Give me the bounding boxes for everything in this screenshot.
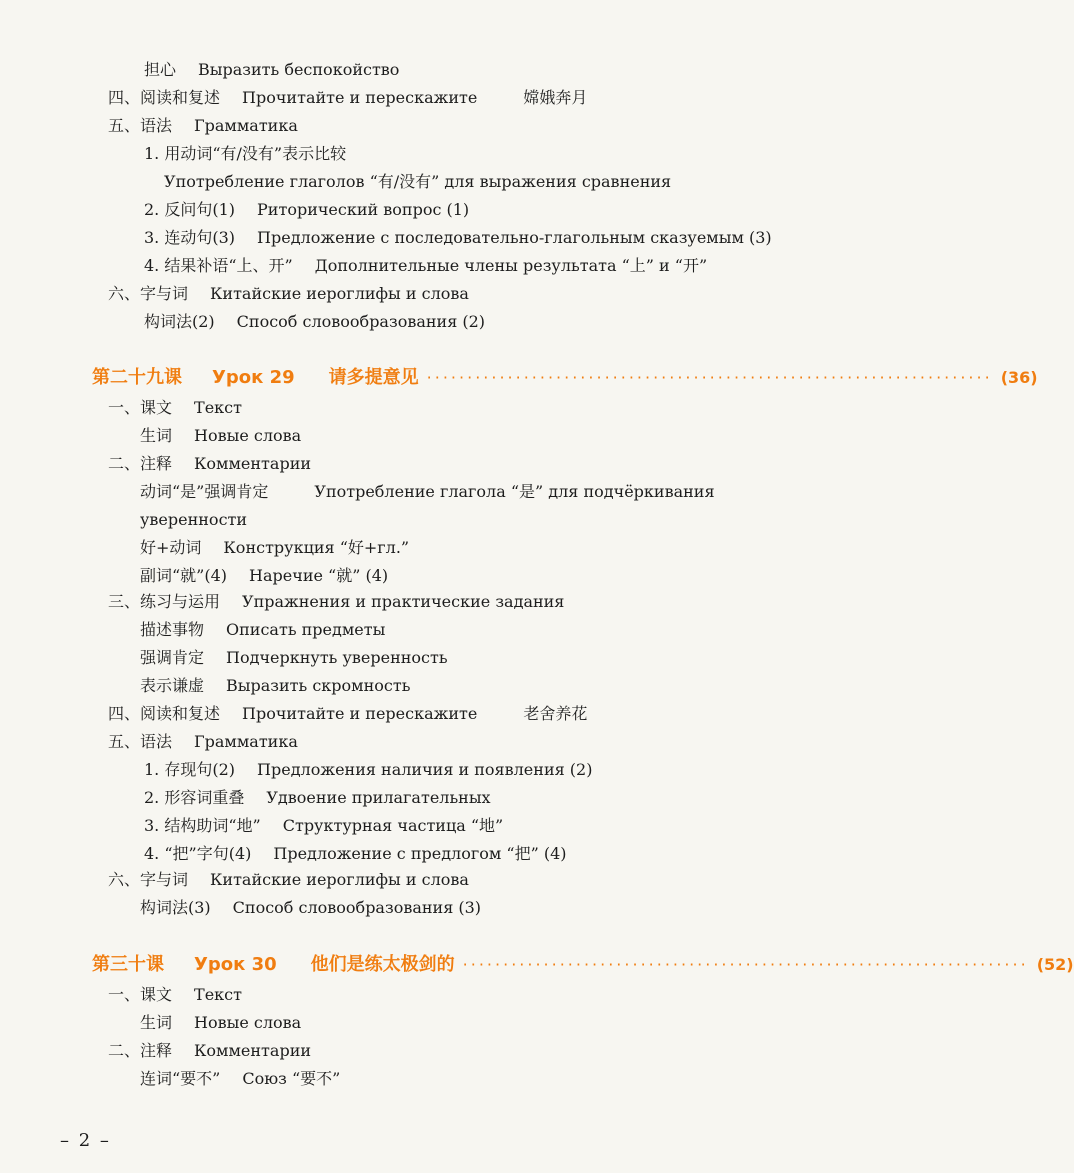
toc-entry bbox=[144, 256, 707, 276]
toc-section bbox=[108, 284, 469, 304]
section-ru: Грамматика bbox=[194, 732, 298, 751]
toc-entry bbox=[140, 566, 388, 586]
toc-section bbox=[108, 732, 298, 752]
toc-section bbox=[108, 985, 242, 1005]
reading-title: 老舍养花 bbox=[523, 704, 588, 723]
section-zh: 一、课文 bbox=[108, 398, 173, 417]
lesson-number-ru: Урок 29 bbox=[212, 367, 295, 388]
toc-section bbox=[108, 398, 242, 418]
lesson-29-heading[interactable] bbox=[92, 365, 1038, 391]
item-ru: Употребление глагола “是” для подчёркивания bbox=[314, 482, 715, 501]
item-zh: 担心 bbox=[144, 60, 177, 79]
item-ru: Способ словообразования (3) bbox=[232, 898, 482, 917]
section-zh: 五、语法 bbox=[108, 116, 173, 135]
item-zh: 构词法(3) bbox=[140, 898, 211, 917]
toc-entry bbox=[144, 60, 399, 80]
item-ru: Способ словообразования (2) bbox=[236, 312, 486, 331]
dot-leader: ······································································ bbox=[426, 368, 993, 387]
section-ru: Текст bbox=[194, 985, 242, 1004]
section-zh: 一、课文 bbox=[108, 985, 173, 1004]
item-zh: 3. 结构助词“地” bbox=[144, 816, 261, 835]
lesson-number-ru: Урок 30 bbox=[194, 954, 277, 975]
toc-entry bbox=[140, 538, 409, 558]
toc-entry bbox=[140, 1069, 340, 1089]
toc-entry bbox=[144, 312, 485, 332]
item-zh: 4. “把”字句(4) bbox=[144, 844, 252, 863]
section-ru: Грамматика bbox=[194, 116, 298, 135]
lesson-title: 请多提意见 bbox=[328, 367, 419, 388]
item-ru: Предложение с предлогом “把” (4) bbox=[273, 844, 567, 863]
item-ru-continued: уверенности bbox=[140, 510, 248, 529]
lesson-number-zh: 第二十九课 bbox=[92, 367, 182, 388]
section-zh: 四、阅读和复述 bbox=[108, 704, 221, 723]
lesson-30-heading[interactable] bbox=[92, 952, 1074, 978]
item-zh: 连词“要不” bbox=[140, 1069, 221, 1088]
item-zh: 好+动词 bbox=[140, 538, 202, 557]
item-zh: 1. 存现句(2) bbox=[144, 760, 236, 779]
item-zh: 2. 形容词重叠 bbox=[144, 788, 245, 807]
section-ru: Комментарии bbox=[194, 1041, 312, 1060]
toc-section bbox=[108, 1041, 311, 1061]
section-zh: 二、注释 bbox=[108, 454, 173, 473]
toc-entry bbox=[140, 898, 481, 918]
toc-entry bbox=[140, 482, 715, 502]
toc-entry bbox=[140, 1013, 301, 1033]
section-ru: Китайские иероглифы и слова bbox=[210, 284, 469, 303]
item-ru: Конструкция “好+гл.” bbox=[223, 538, 410, 557]
item-zh: 生词 bbox=[140, 426, 173, 445]
lesson-title: 他们是练太极剑的 bbox=[310, 954, 455, 975]
item-zh: 构词法(2) bbox=[144, 312, 215, 331]
section-zh: 三、练习与运用 bbox=[108, 592, 221, 611]
dot-leader: ······································································ bbox=[462, 955, 1029, 974]
toc-entry bbox=[144, 788, 491, 808]
item-ru: Дополнительные члены результата “上” и “开” bbox=[314, 256, 708, 275]
section-ru: Китайские иероглифы и слова bbox=[210, 870, 469, 889]
lesson-number-zh: 第三十课 bbox=[92, 954, 164, 975]
item-zh: 生词 bbox=[140, 1013, 173, 1032]
toc-entry bbox=[140, 426, 301, 446]
item-ru: Выразить беспокойство bbox=[198, 60, 400, 79]
item-ru: Наречие “就” (4) bbox=[249, 566, 389, 585]
item-ru: Употребление глаголов “有/没有” для выражения сравнения bbox=[164, 172, 672, 191]
item-ru: Предложение с последовательно-глагольным сказуемым (3) bbox=[257, 228, 772, 247]
section-ru: Комментарии bbox=[194, 454, 312, 473]
toc-section bbox=[108, 454, 311, 474]
page-number: – 2 – bbox=[60, 1130, 111, 1151]
toc-entry-ru bbox=[140, 510, 247, 530]
toc-entry bbox=[144, 760, 592, 780]
item-zh: 1. 用动词“有/没有”表示比较 bbox=[144, 144, 347, 163]
section-zh: 六、字与词 bbox=[108, 284, 189, 303]
section-zh: 五、语法 bbox=[108, 732, 173, 751]
item-ru: Структурная частица “地” bbox=[282, 816, 504, 835]
toc-section bbox=[108, 592, 564, 612]
item-zh: 表示谦虚 bbox=[140, 676, 205, 695]
toc-section bbox=[108, 704, 587, 724]
toc-entry bbox=[140, 648, 448, 668]
item-zh: 3. 连动句(3) bbox=[144, 228, 236, 247]
item-ru: Удвоение прилагательных bbox=[266, 788, 491, 807]
toc-entry bbox=[140, 620, 385, 640]
toc-section bbox=[108, 88, 587, 108]
toc-entry bbox=[140, 676, 410, 696]
toc-entry bbox=[144, 144, 346, 164]
section-ru: Текст bbox=[194, 398, 242, 417]
item-zh: 强调肯定 bbox=[140, 648, 205, 667]
item-ru: Риторический вопрос (1) bbox=[257, 200, 470, 219]
section-ru: Прочитайте и перескажите bbox=[242, 88, 478, 107]
item-zh: 2. 反问句(1) bbox=[144, 200, 236, 219]
reading-title: 嫦娥奔月 bbox=[523, 88, 588, 107]
section-zh: 六、字与词 bbox=[108, 870, 189, 889]
toc-entry-ru bbox=[164, 172, 671, 192]
section-ru: Прочитайте и перескажите bbox=[242, 704, 478, 723]
page-reference: (52) bbox=[1036, 955, 1074, 974]
item-ru: Предложения наличия и появления (2) bbox=[257, 760, 593, 779]
toc-section bbox=[108, 116, 298, 136]
toc-entry bbox=[144, 228, 772, 248]
toc-section bbox=[108, 870, 469, 890]
section-zh: 四、阅读和复述 bbox=[108, 88, 221, 107]
item-ru: Выразить скромность bbox=[226, 676, 411, 695]
item-ru: Союз “要不” bbox=[242, 1069, 341, 1088]
item-ru: Новые слова bbox=[194, 426, 302, 445]
section-zh: 二、注释 bbox=[108, 1041, 173, 1060]
item-zh: 副词“就”(4) bbox=[140, 566, 228, 585]
toc-entry bbox=[144, 200, 469, 220]
item-zh: 动词“是”强调肯定 bbox=[140, 482, 269, 501]
section-ru: Упражнения и практические задания bbox=[242, 592, 565, 611]
item-zh: 4. 结果补语“上、开” bbox=[144, 256, 293, 275]
toc-entry bbox=[144, 844, 567, 864]
item-ru: Подчеркнуть уверенность bbox=[226, 648, 448, 667]
item-ru: Новые слова bbox=[194, 1013, 302, 1032]
item-ru: Описать предметы bbox=[226, 620, 386, 639]
item-zh: 描述事物 bbox=[140, 620, 205, 639]
toc-entry bbox=[144, 816, 503, 836]
page-reference: (36) bbox=[1000, 368, 1038, 387]
